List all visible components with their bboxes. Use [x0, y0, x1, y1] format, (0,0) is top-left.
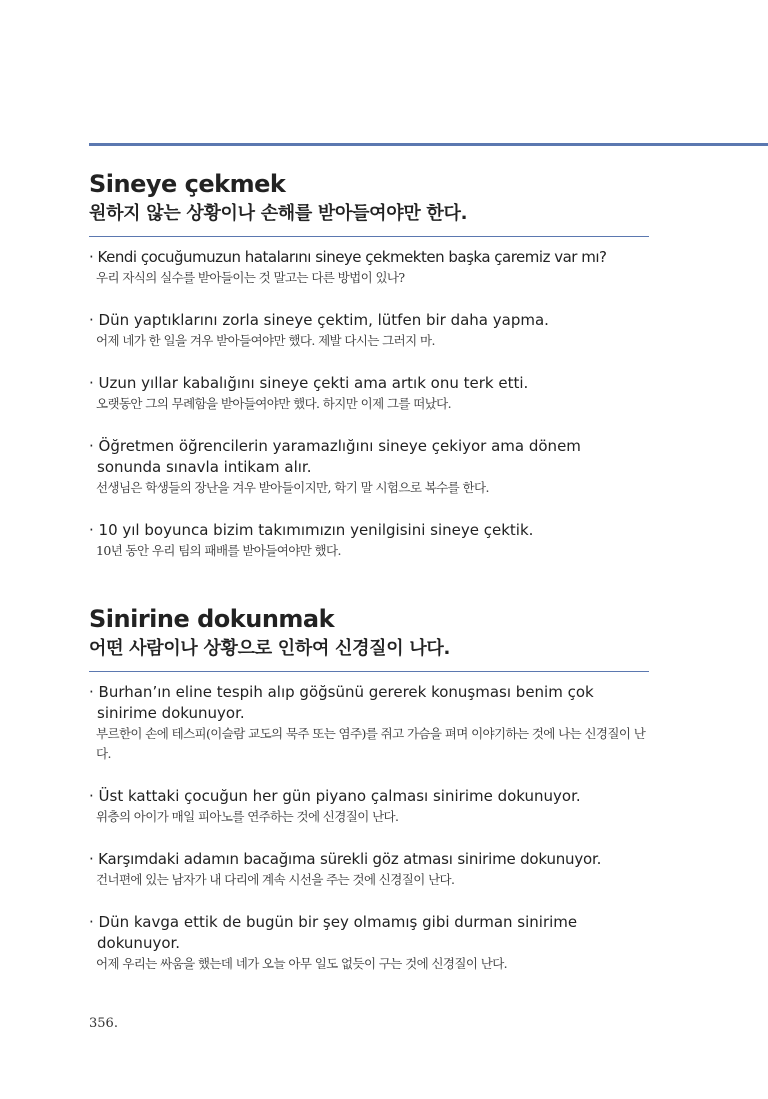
example-entry [89, 436, 649, 498]
example-korean: 위층의 아이가 매일 피아노를 연주하는 것에 신경질이 난다. [96, 809, 399, 824]
example-turkish: · Öğretmen öğrencilerin yaramazlığını sineye çekiyor ama dönem sonunda sınavla intikam alır. [89, 437, 581, 476]
example-korean: 우리 자식의 실수를 받아들이는 것 말고는 다른 방법이 있나? [96, 270, 405, 285]
example-entry [89, 247, 649, 288]
section-divider [89, 236, 649, 237]
idiom-title: Sineye çekmek [89, 170, 286, 198]
idiom-meaning: 원하지 않는 상황이나 손해를 받아들여야만 한다. [89, 203, 468, 224]
page-number: 356. [89, 1016, 118, 1031]
example-turkish: · Uzun yıllar kabalığını sineye çekti ama artık onu terk etti. [89, 374, 529, 392]
idiom-meaning: 어떤 사람이나 상황으로 인하여 신경질이 나다. [89, 638, 451, 659]
example-korean: 선생님은 학생들의 장난을 겨우 받아들이지만, 학기 말 시험으로 복수를 한다. [96, 480, 489, 495]
example-entry [89, 310, 649, 351]
example-korean: 10년 동안 우리 팀의 패배를 받아들여야만 했다. [96, 543, 341, 558]
example-entry [89, 786, 649, 827]
idiom-section-sineye-cekmek [89, 168, 649, 561]
example-turkish: · 10 yıl boyunca bizim takımımızın yenilgisini sineye çektik. [89, 521, 534, 539]
example-turkish: · Dün yaptıklarını zorla sineye çektim, lütfen bir daha yapma. [89, 311, 549, 329]
example-turkish: · Dün kavga ettik de bugün bir şey olmamış gibi durman sinirime dokunuyor. [89, 913, 578, 952]
section-divider [89, 671, 649, 672]
example-korean: 건너편에 있는 남자가 내 다리에 계속 시선을 주는 것에 신경질이 난다. [96, 872, 455, 887]
idiom-section-sinirine-dokunmak [89, 603, 649, 974]
example-entry [89, 373, 649, 414]
idiom-title: Sinirine dokunmak [89, 605, 335, 633]
example-turkish: · Burhan’ın eline tespih alıp göğsünü gererek konuşması benim çok sinirime dokunuyor. [89, 683, 594, 722]
example-korean: 어제 우리는 싸움을 했는데 네가 오늘 아무 일도 없듯이 구는 것에 신경질이 난다. [96, 956, 508, 971]
example-korean: 부르한이 손에 테스피(이슬람 교도의 묵주 또는 염주)를 쥐고 가슴을 펴며 이야기하는 것에 나는 신경질이 난다. [96, 726, 646, 761]
example-turkish: · Karşımdaki adamın bacağıma sürekli göz atması sinirime dokunuyor. [89, 850, 602, 868]
example-korean: 어제 네가 한 일을 겨우 받아들여야만 했다. 제발 다시는 그러지 마. [96, 333, 435, 348]
example-entry [89, 912, 649, 974]
example-turkish: · Kendi çocuğumuzun hatalarını sineye çekmekten başka çaremiz var mı? [89, 248, 607, 266]
example-turkish: · Üst kattaki çocuğun her gün piyano çalması sinirime dokunuyor. [89, 787, 581, 805]
example-entry [89, 682, 649, 764]
top-rule [89, 143, 768, 146]
example-entry [89, 849, 649, 890]
example-korean: 오랫동안 그의 무례함을 받아들여야만 했다. 하지만 이제 그를 떠났다. [96, 396, 452, 411]
example-entry [89, 520, 649, 561]
